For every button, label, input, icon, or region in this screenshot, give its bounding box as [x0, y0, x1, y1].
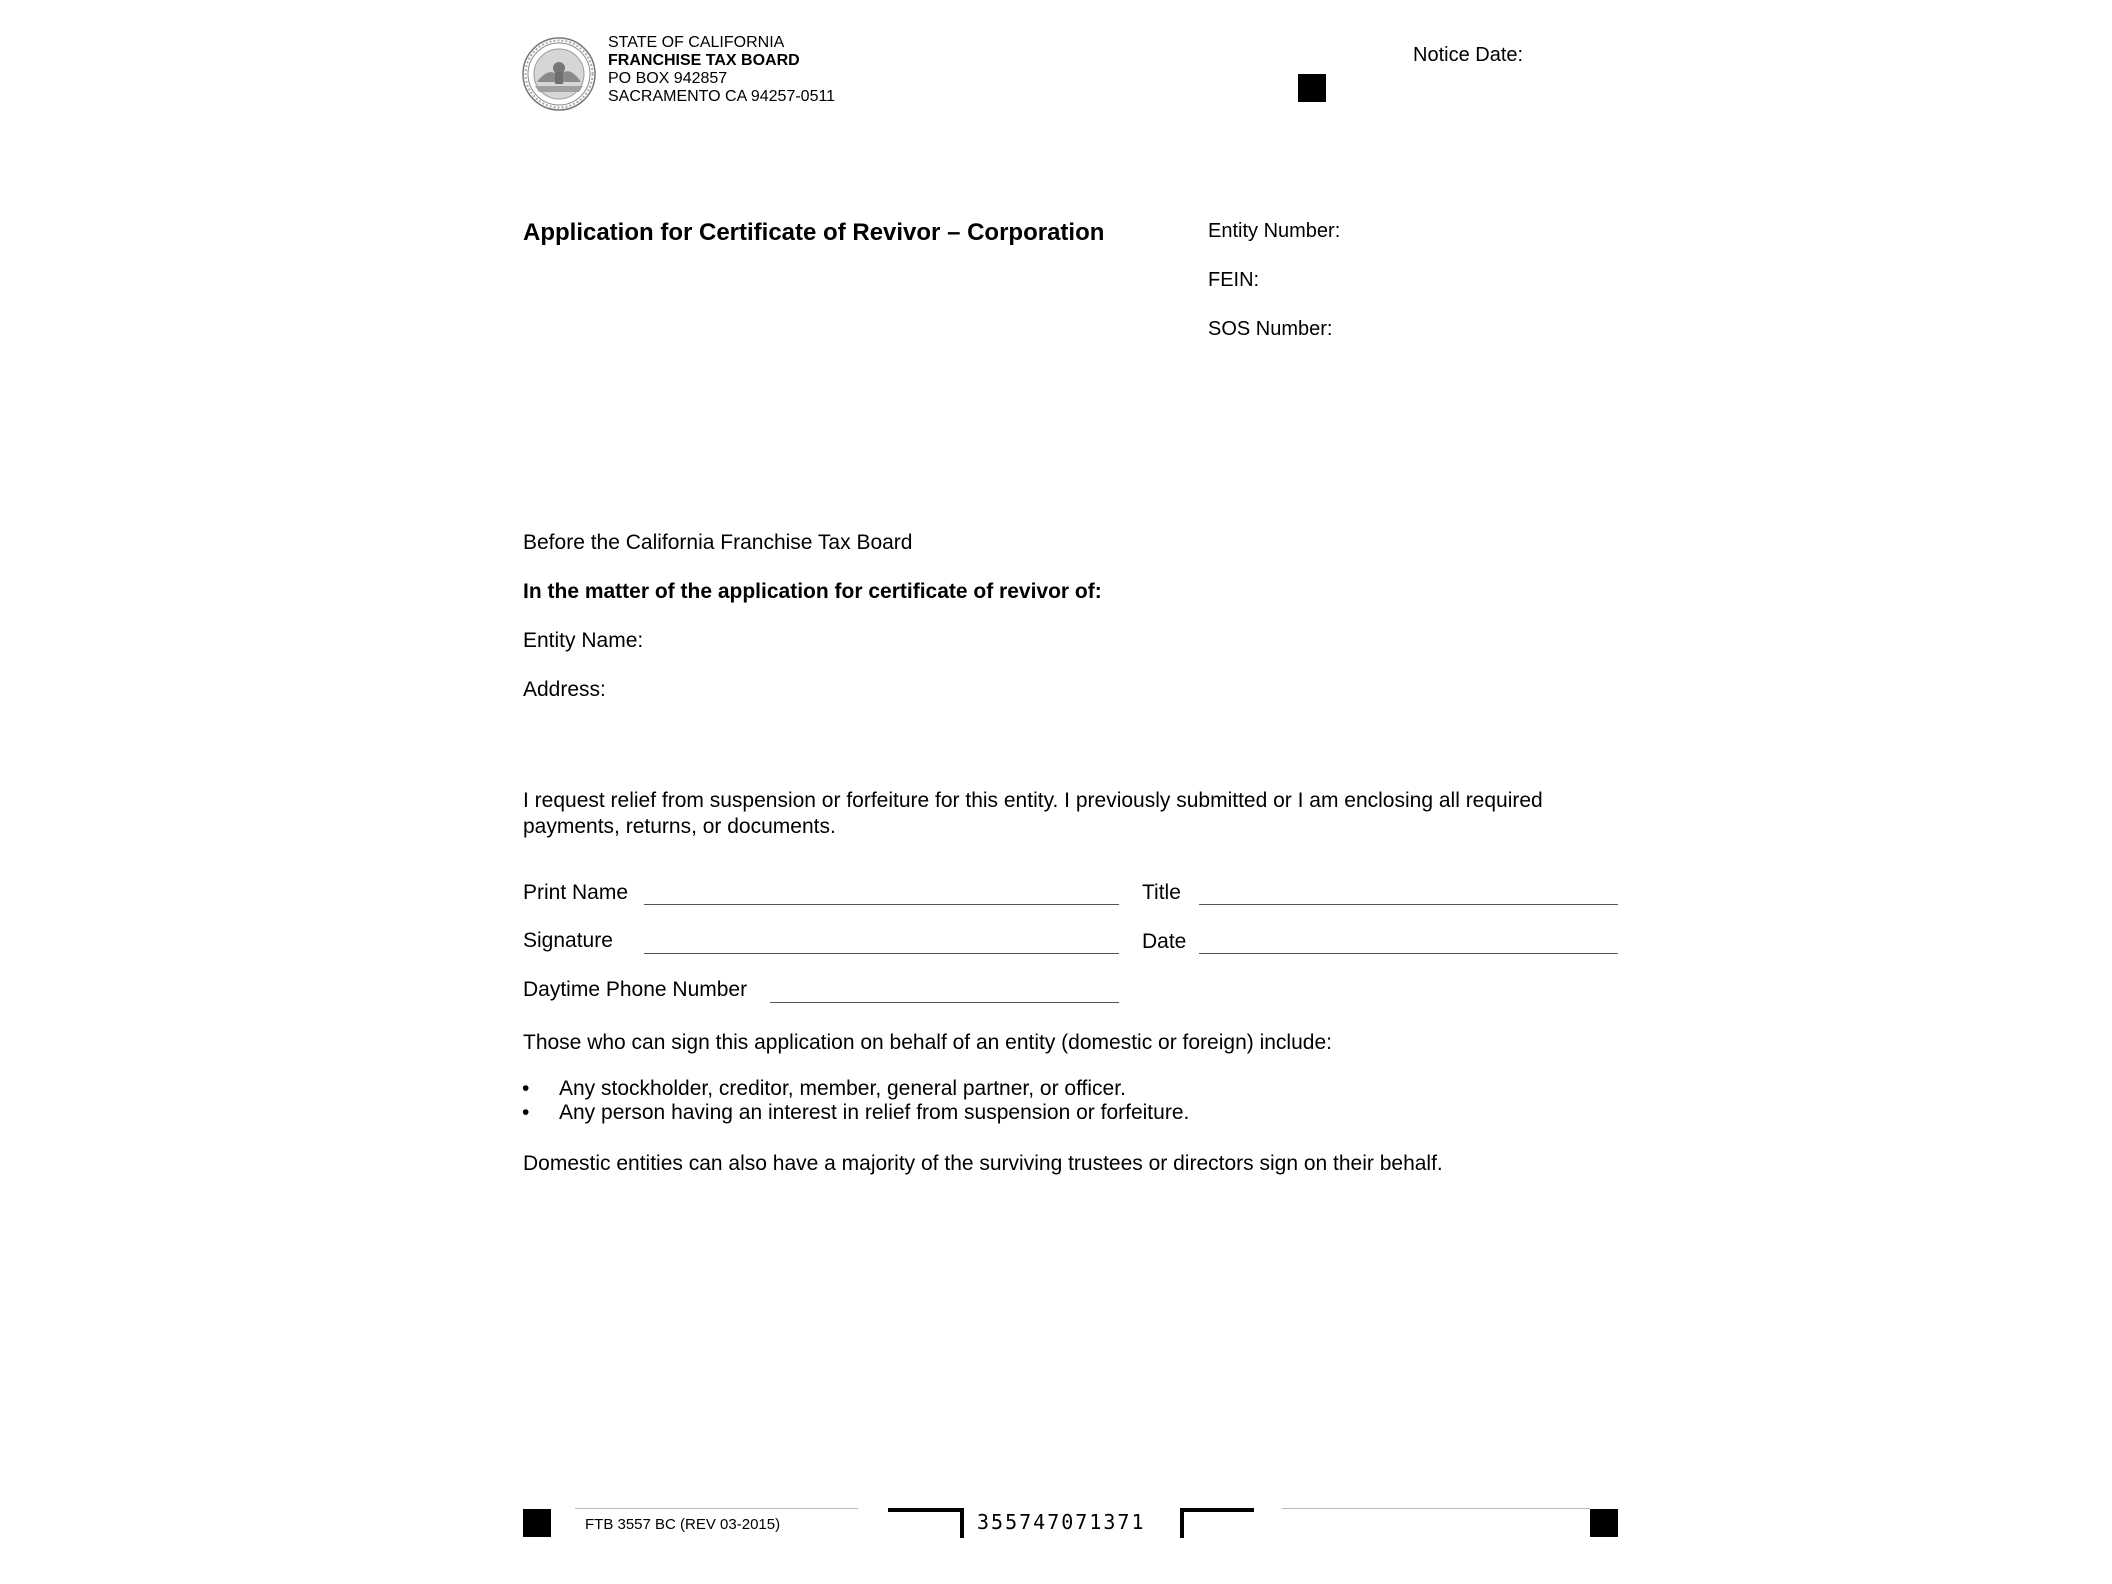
list-item [522, 1101, 1189, 1125]
signature-label: Signature [523, 929, 613, 952]
agency-line-name: FRANCHISE TAX BOARD [608, 52, 800, 69]
barcode-bracket-left [888, 1508, 964, 1538]
print-name-label: Print Name [523, 881, 629, 904]
barcode-number: 355747071371 [977, 1510, 1146, 1534]
form-title: Application for Certificate of Revivor – Corporation [523, 219, 1105, 246]
footer-rule-left [575, 1508, 858, 1509]
date-field[interactable] [1199, 953, 1618, 954]
list-item-text: Any person having an interest in relief from suspension or forfeiture. [559, 1101, 1190, 1124]
eligibility-list [522, 1077, 1189, 1125]
registration-mark-bottom-left [523, 1509, 551, 1537]
state-seal-icon [521, 36, 597, 112]
address-label: Address: [523, 678, 606, 701]
registration-mark-bottom-right [1590, 1509, 1618, 1537]
domestic-note: Domestic entities can also have a majority of the surviving trustees or directors sign on their behalf. [523, 1152, 1443, 1175]
notice-date-label: Notice Date: [1413, 44, 1524, 66]
fein-label: FEIN: [1208, 269, 1260, 291]
daytime-phone-label: Daytime Phone Number [523, 978, 748, 1001]
bullet-icon: • [522, 1101, 530, 1124]
entity-number-label: Entity Number: [1208, 220, 1341, 242]
list-item-text: Any stockholder, creditor, member, general partner, or officer. [559, 1077, 1126, 1100]
list-item [522, 1077, 1189, 1101]
sos-number-label: SOS Number: [1208, 318, 1333, 340]
eligibility-intro: Those who can sign this application on behalf of an entity (domestic or foreign) include: [523, 1031, 1332, 1054]
barcode-bracket-right [1180, 1508, 1254, 1538]
request-statement-line-1: I request relief from suspension or forfeiture for this entity. I previously submitted or I am enclosing all required [523, 789, 1543, 812]
daytime-phone-field[interactable] [770, 1002, 1119, 1003]
footer-rule-right [1282, 1508, 1590, 1509]
bullet-icon: • [522, 1077, 530, 1100]
title-label: Title [1142, 881, 1181, 904]
before-board-line: Before the California Franchise Tax Board [523, 531, 913, 554]
entity-name-label: Entity Name: [523, 629, 644, 652]
agency-line-city: SACRAMENTO CA 94257-0511 [608, 88, 836, 105]
form-id: FTB 3557 BC (REV 03-2015) [585, 1516, 781, 1533]
matter-heading: In the matter of the application for certificate of revivor of: [523, 580, 1102, 603]
signature-field[interactable] [644, 953, 1119, 954]
print-name-field[interactable] [644, 904, 1119, 905]
date-label: Date [1142, 930, 1187, 953]
registration-mark-top [1298, 74, 1326, 102]
agency-address-block [608, 34, 835, 106]
request-statement-line-2: payments, returns, or documents. [523, 815, 836, 838]
agency-line-state: STATE OF CALIFORNIA [608, 34, 785, 51]
title-field[interactable] [1199, 904, 1618, 905]
agency-line-pobox: PO BOX 942857 [608, 70, 728, 87]
